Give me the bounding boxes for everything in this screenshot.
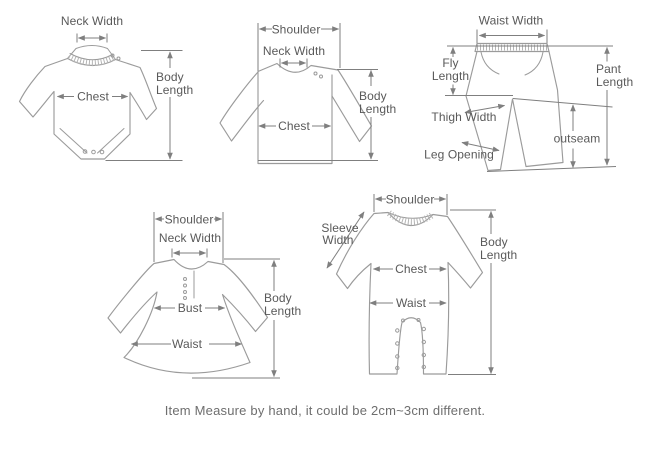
dress-waist-label: Waist [171, 337, 203, 351]
dress-shoulder-label: Shoulder [164, 212, 214, 227]
pants-thigh-width-label: Thigh Width [431, 110, 497, 124]
dress-body-length-dimension [192, 259, 301, 378]
romper-body-length-label-line2: Length [480, 248, 518, 262]
bodysuit-outline [20, 59, 157, 160]
pants-pockets [481, 52, 543, 75]
romper-chest-dimension [374, 262, 447, 276]
dress-bust-dimension [155, 301, 225, 315]
dress-waist-dimension [132, 337, 242, 351]
romper-body-length-label-line1: Body [480, 235, 508, 249]
pants-outseam-label: outseam [553, 131, 601, 146]
sweater-snap-buttons [314, 72, 323, 78]
romper-shoulder-label: Shoulder [385, 192, 435, 207]
bodysuit-neck-width-dimension [61, 14, 123, 43]
pants-leg-opening-dimension [424, 143, 499, 162]
pants-waist-width-dimension [477, 14, 547, 44]
figure-dress [108, 212, 301, 378]
pants-crotch-reference-line [513, 99, 613, 108]
bodysuit-chest-label: Chest [77, 89, 109, 104]
romper-shoulder-dimension [374, 193, 447, 216]
sweater-left-sleeve [220, 72, 264, 141]
pants-pant-length-label-line2: Length [596, 75, 634, 89]
figure-pants [424, 14, 633, 172]
romper-outline [337, 213, 483, 375]
figure-baby-bodysuit [20, 14, 194, 161]
dress-body-length-label-line2: Length [264, 304, 302, 318]
bodysuit-neck-width-label: Neck Width [60, 14, 124, 28]
bodysuit-body-length-label-line1: Body [156, 70, 184, 84]
measurement-disclaimer: Item Measure by hand, it could be 2cm~3cm different. [164, 403, 486, 418]
pants-leg-opening-label: Leg Opening [424, 147, 494, 162]
pants-bottom-reference-line [487, 167, 616, 172]
pants-fly-length-dimension [432, 48, 469, 95]
bodysuit-body-length-label-line2: Length [156, 83, 194, 97]
dress-buttons [184, 278, 187, 300]
sweater-body-length-label-line1: Body [359, 89, 387, 103]
sweater-neck-width-dimension [263, 44, 325, 68]
romper-sleeve-width-label-line1: Sleeve [321, 221, 359, 235]
romper-chest-label: Chest [395, 262, 427, 276]
sweater-body-length-label-line2: Length [359, 102, 397, 116]
sweater-neck-width-label: Neck Width [262, 44, 326, 58]
pants-fly-length-label-line2: Length [431, 69, 470, 83]
romper-body-length-dimension [448, 210, 517, 375]
bodysuit-snap-buttons [83, 54, 120, 154]
pants-fly-length-label-line1: Fly [442, 56, 459, 70]
sweater-body-outline [258, 64, 338, 164]
dress-neck-width-dimension [159, 231, 221, 258]
pants-waist-width-label: Waist Width [478, 13, 544, 28]
pants-outseam-dimension [554, 105, 601, 168]
bodysuit-collar-opening [68, 46, 116, 60]
sweater-shoulder-label: Shoulder [271, 22, 321, 37]
figure-romper [321, 193, 517, 375]
romper-sleeve-width-label-line2: Width [322, 233, 354, 247]
figure-sweater [220, 23, 396, 164]
dress-bust-label: Bust [177, 301, 203, 315]
pants-thigh-width-dimension [431, 106, 504, 125]
bodysuit-body-length-dimension [106, 51, 194, 161]
sweater-body-length-dimension [258, 70, 396, 161]
dress-body-length-label-line1: Body [264, 291, 292, 305]
sweater-chest-label: Chest [278, 119, 310, 133]
romper-waist-label: Waist [395, 296, 427, 310]
pants-pant-length-label-line1: Pant [596, 62, 622, 76]
bodysuit-chest-dimension [58, 90, 128, 104]
dress-neck-width-label: Neck Width [158, 231, 222, 245]
sweater-chest-dimension [259, 119, 331, 133]
romper-waist-dimension [370, 296, 446, 310]
dress-outline [108, 260, 268, 374]
